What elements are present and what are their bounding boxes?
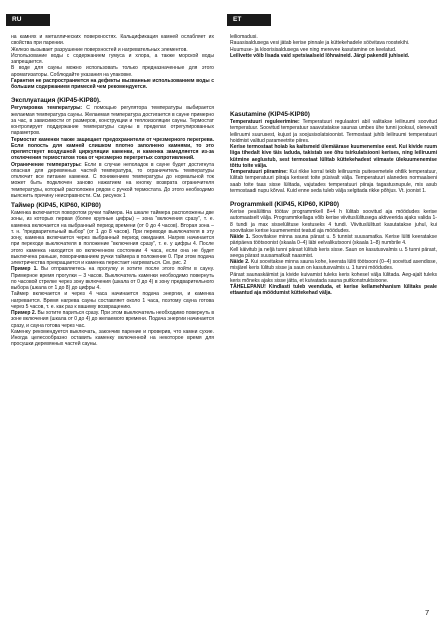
paragraph: Использование воды с содержанием гумуса и хлора, а также морской воды запрещается. bbox=[11, 52, 214, 65]
section-heading-operation: Kasutamine (KIP45-KIP80) bbox=[230, 111, 310, 118]
thermostat-notice: Kerise termostaat hoiab ka kaitsmeid ülemäärase kuumenemise eest. Kui kivide ruum liiga tihedalt kive täis laduda, takistab see õhu tsirkulatsiooni kerises, ning leiliruumi kütmine aeglustub, sest termostaat lülitab küttekehadest viimaste ülekuumenemise tõttu toite välja. bbox=[230, 144, 437, 169]
paragraph: Таймер включается и через 4 часа начинается подача энергии, и каменка нагревается. Время нагрева сауны составляет около 1 часа, поэтому сауна готова через 5 часов, т. е. как раз к вашему возвращению. bbox=[11, 291, 214, 310]
paragraph bbox=[11, 105, 214, 136]
estonian-column bbox=[230, 34, 437, 297]
paragraph-text: Kui rikke korral tekib leiliruumis puitesemetele ohtlik temperatuur, lülitab temperatuuri piiraja kerisest toite püsivalt välja. Temperatuuri alanedes normaalseni saab toite taas sisse lülitada, vajutades temperatuuri piiraja tagastusnupule, mis asub termostaadi nupu kõrval. Kuid enne seda tuleb välja selgitada rikke põhjus. Vt. joonist 1. bbox=[230, 169, 437, 194]
bold-lead: Näide 1. bbox=[230, 234, 251, 240]
paragraph: Kerise pealülitina töötav programmkell 8+4 h lülitab soovitud aja möödudes kerise automaatselt välja. Programmkellaga võib kerise viivituslülitusega aktiveerida ajaks valida 1-8 tundi ja max sisselülituse kestuseks 4 tundi. Viivituslülitust kasutatakse juhul, kui soovitakse kerise kuumenemist teatud aja möödudes. bbox=[230, 209, 437, 234]
paragraph: на камнях и металлических поверхностях. Кальцификация камней ослабляет их свойства при парении. bbox=[11, 34, 214, 47]
language-tab-et bbox=[227, 14, 271, 26]
bold-lead: Temperatuuri reguleerimine: bbox=[230, 119, 300, 125]
bold-lead: Ограничение температуры: bbox=[11, 161, 82, 168]
russian-column bbox=[11, 34, 214, 348]
bold-lead: Пример 1. bbox=[11, 266, 38, 273]
aroma-notice: Leilivette võib lisada vaid spetsiaalseid lõhnaineid. Järgi pakendil juhiseid. bbox=[230, 52, 410, 59]
language-tab-ru bbox=[6, 14, 50, 26]
language-label: ET bbox=[233, 16, 242, 23]
paragraph-text: Вы отправляетесь на прогулку и хотите после этого пойти в сауну. Примерное время прогулки – 3 часов. Выключатель каменки необходимо повернуть по часовой стрелке через зону включения (шкала от 0 до 4) в зону предварительного выбора (шкала от 1 до 8) до цифры 4. bbox=[11, 266, 214, 291]
section-heading-timer: Programmkell (KIP45, KIP60, KIP80) bbox=[230, 201, 340, 208]
bold-lead: Регулировка температуры: bbox=[11, 105, 83, 112]
paragraph-text: Temperatuuri regulaatori abil valitakse leiliruumi soovitud temperatuur. Soovitud temperatuur saavutatakse saunas umbes ühe tunni jooksul, olenevalt leiliruumi suurusest, kujust ja soojusisolatsioonist. Termostaat juhib leiliruumi temperatuuri hoidmist valitud parameetrite piires. bbox=[230, 119, 438, 144]
section-heading-operation: Эксплуатация (KIP45-KIP80). bbox=[11, 97, 101, 105]
paragraph-text: С помощью регулятора температуры выбирается желаемая температура сауны. Желаемая температура достигается в сауне примерно за час, в зависимости от размеров, конструкции и теплоизоляции сауны. Термостат контролирует поддержание температуры сауны в пределах отрегулированных параметров. bbox=[11, 105, 214, 137]
paragraph bbox=[230, 119, 437, 144]
paragraph: Каменку рекомендуется выключать, закончив парение и проверив, что камни сухие. Иногда целесообразно оставить каменку включенной на некоторое время для просушки деревянных частей сауны. bbox=[11, 328, 214, 348]
paragraph bbox=[230, 259, 437, 272]
bold-lead: Näide 2. bbox=[230, 259, 250, 265]
paragraph: leiliomadusi. bbox=[230, 34, 258, 40]
bold-lead: Пример 2. bbox=[11, 310, 37, 316]
warranty-notice: Гарантия не распространяется на дефекты вызванные использованием воды с большим содержанием примесей чем рекомендуется. bbox=[11, 77, 214, 90]
section-heading-timer: Таймер (KIP45, KIP60, KIP80) bbox=[11, 202, 101, 209]
bold-lead: Temperatuuri piiramine: bbox=[230, 169, 288, 175]
paragraph bbox=[11, 266, 214, 291]
paragraph bbox=[11, 310, 214, 329]
paragraph: Железо вызывает разрушение поверхностей и нагревательных элементов. bbox=[11, 46, 188, 53]
paragraph bbox=[11, 162, 214, 200]
paragraph-text: Soovitakse minna sauna pärast u. 5 tunnist suusamatka. Kerise lüliti keeratakse päripäeva töötsoonist (skaala 0–4) läbi eelvalikutsooni (skaala 1–8) numbrile 4. bbox=[230, 234, 437, 247]
attention-notice: TÄHELEPANU! Kindlasti tuleb veenduda, et kerise kellamehhanism lülitaks peale ettaantud aja möödumist küttekehad välja. bbox=[230, 284, 437, 297]
paragraph: В воде для сауны можно использовать только предназначенные для этого ароматизаторы. Соблюдайте указания на упаковке. bbox=[11, 65, 214, 78]
language-label: RU bbox=[12, 16, 22, 23]
paragraph: Rauasisaldusega vesi jätab kerise pinnale ja küttekehadele söövitava roostekihi. bbox=[230, 40, 410, 47]
thermostat-notice: Термостат каменки также защищает предохранители от чрезмерного перегрева. Если полость для камней слишком плотно заполнено камнями, то это препятствует воздушной циркуляции каменки, и каменка замедляется из-за отключения термостатом тока от чрезмерно перегретых сопротивлений. bbox=[11, 136, 214, 162]
paragraph-text: Если в случае неполадок в сауне будет достигнута опасная для деревянных частей температура, то ограничитель температуры отключит все питание каменки. С понижением температуры до нормальной ток может быть подключен заново нажатием на кнопку возврата ограничителя температуры, который расположен рядом с ручкой термостата. До этого необходимо выяснить причину неисправности. См. рисунок 1 bbox=[11, 161, 214, 199]
page-number: 7 bbox=[425, 608, 430, 617]
paragraph: Huumuse- ja kloorisisaldusega vee ning merevee kasutamine on keelatud. bbox=[230, 46, 397, 53]
paragraph bbox=[230, 169, 437, 194]
paragraph-text: Вы хотите париться сразу. При этом выключатель необходимо повернуть в зоне включения (шкала от 0 до 4) до желаемого времени. Подача энергии начинается сразу, и сауна готова через час. bbox=[11, 310, 214, 329]
paragraph-text: Kui soovitakse minna sauna kohe, keerata lüliti töötsooni (0–4) soovitud asendisse, misjärel keris lülitub sisse ja saun on kasutusvalmis u. 1 tunni möödudes. bbox=[230, 259, 438, 272]
paragraph: Pärast saunaskäimist ja kivide kuivamist tuleks keris kohesel välja lülitada. Aeg-ajalt tuleks keris mõneks ajaks sisse jätta, et kuivatada sauna puitkonstruktsioone. bbox=[230, 271, 437, 284]
paragraph: Каменка включается поворотом ручки таймера. На шкале таймера расположены две зоны, из которых первая (более крупные цифры) – зона “включения сразу”, т. е. каменка включается на выбранный период времени (от 0 до 4 часов). Вторая зона – т. н. “предварительный выбор” (от 1 до 8 часов). При переводе выключателя в эту зону, каменка включается через выбранный период ожидания. Нагрев начинается при переходе выключателя в положение “включения сразу”, т. е. у цифры 4. После этого каменка находится во включенном состоянии 4 часа, если она не будет выключена раньше, поворачиванием ручки таймера в положение 0. При этом подача электричества прекращается и каменка перестает нагреваться. См. рис. 2 bbox=[11, 210, 214, 266]
paragraph bbox=[230, 234, 437, 247]
paragraph: Kell käivitub ja neljä tunni pärast lülitub keris sisse. Saun on kasutusvalmis u. 5 tunni pärast, seega pärast suusamatkalt naasmist. bbox=[230, 246, 437, 259]
